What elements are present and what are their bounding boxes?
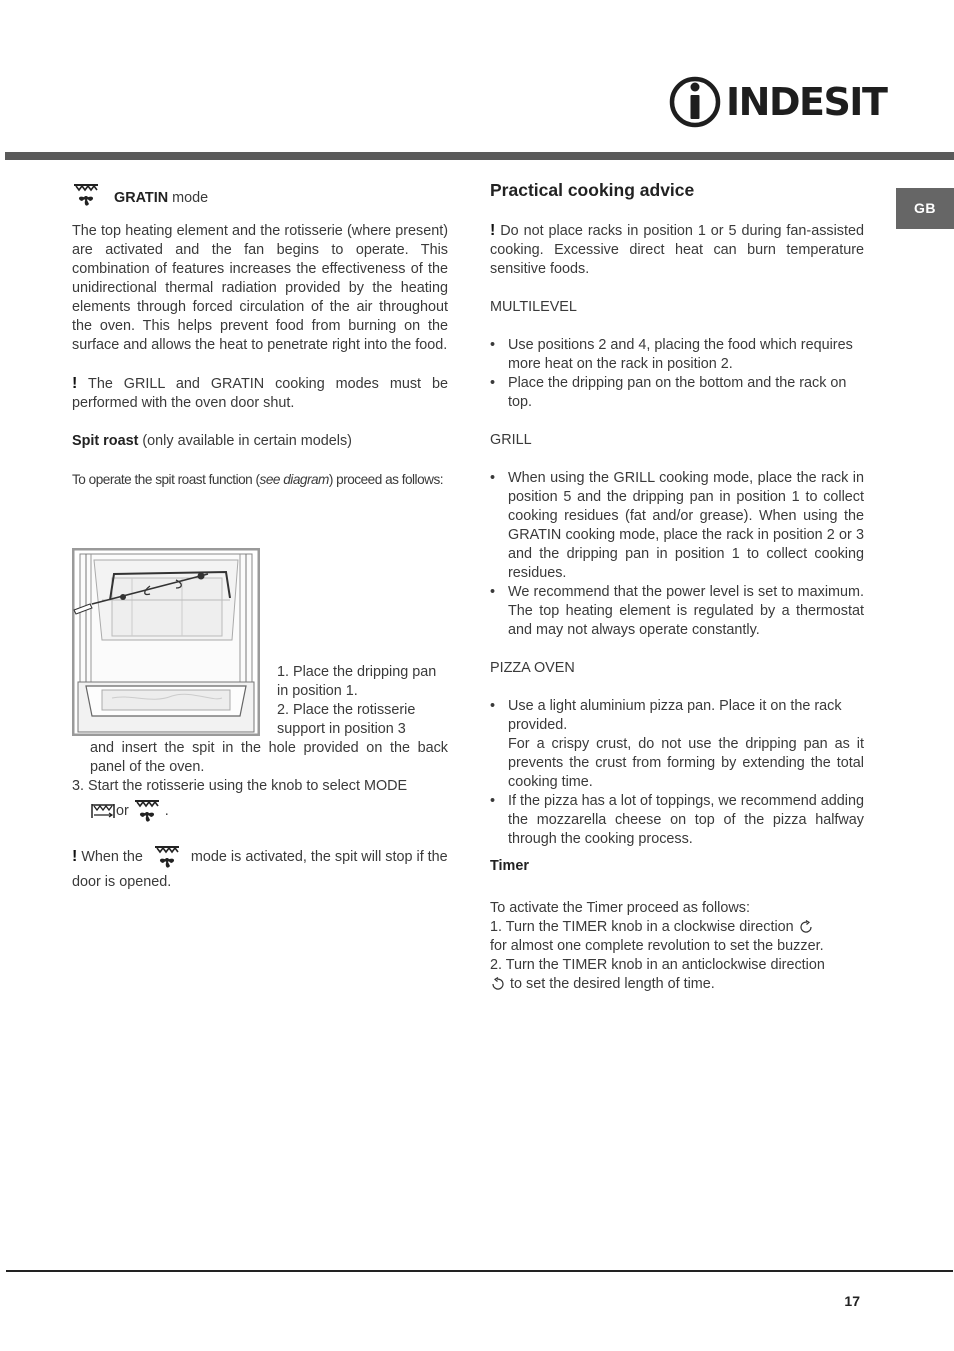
spit-roast-title: Spit roast (72, 433, 139, 449)
list-item: • When using the GRILL cooking mode, place the rack in position 5 and the dripping pan in position 1 to collect cooking residues (fat and/or grease). When using the GRATIN cooking mode, place the rack in position 2 or 3 and the dripping pan in position 1 to collect cooking residues. (490, 469, 864, 583)
timer-step-2 (490, 956, 864, 994)
spit-stop-text: mode is activated, the spit will stop if the door is opened. (72, 848, 448, 890)
gratin-fan-icon (72, 182, 100, 208)
warning-mark: ! (490, 222, 496, 239)
rotisserie-diagram (72, 548, 260, 736)
timer-step-1-cont: for almost one complete revolution to set the buzzer. (490, 938, 824, 954)
spit-stop-warning (72, 844, 448, 894)
indesit-logo (668, 74, 887, 130)
racks-warning (490, 221, 864, 279)
anticlockwise-icon (490, 976, 506, 992)
timer-step-2-text: 2. Turn the TIMER knob in an anticlockwise direction (490, 957, 825, 973)
list-item (490, 697, 864, 792)
grill-warning-text: The GRILL and GRATIN cooking modes must be performed with the oven door shut. (72, 376, 448, 411)
timer-step-1 (490, 918, 864, 956)
list-item: • If the pizza has a lot of toppings, we recommend adding the mozzarella cheese on top of the pizza halfway through the cooking process. (490, 792, 864, 849)
grill-title: GRILL (490, 432, 532, 448)
step-2-start: 2. Place the rotisserie support in position 3 (277, 702, 416, 737)
timer-title-text: Timer (490, 858, 529, 874)
multilevel-list (490, 336, 864, 412)
right-column (490, 178, 864, 994)
pizza-list (490, 697, 864, 849)
grill-warning (72, 374, 448, 413)
or-text: or (116, 802, 129, 819)
when-text: When the (77, 848, 143, 865)
page-number: 17 (844, 1293, 860, 1309)
period-text: . (164, 802, 169, 819)
warning-mark: ! (72, 847, 78, 865)
see-diagram-text: see diagram (259, 472, 329, 487)
brand-name: INDESIT (726, 80, 887, 124)
pizza-item-1-continued: For a crispy crust, do not use the dripping pan as it prevents the crust from forming by extending the total cooking time. (508, 736, 864, 790)
step-2-continued: and insert the spit in the hole provided on the back panel of the oven. (90, 740, 448, 775)
pizza-item-1: Use a light aluminium pizza pan. Place it on the rack provided. (508, 698, 842, 733)
gratin-mode-label: mode (168, 189, 209, 206)
racks-warning-text: Do not place racks in position 1 or 5 during fan-assisted cooking. Excessive direct heat can burn temperature sensitive foods. (490, 223, 864, 277)
mode-icons-line (72, 798, 448, 824)
steps-continued (72, 739, 448, 894)
list-item: • Use positions 2 and 4, placing the food which requires more heat on the rack in position 2. (490, 336, 864, 374)
gratin-heading (72, 188, 448, 208)
section-heading: Practical cooking advice (490, 180, 695, 200)
left-column (72, 188, 448, 489)
list-item: • We recommend that the power level is set to maximum. The top heating element is regulated by a thermostat and may not always operate constantly. (490, 583, 864, 640)
timer-intro: To activate the Timer proceed as follows: (490, 900, 750, 916)
multilevel-title: MULTILEVEL (490, 299, 577, 315)
grill-list (490, 469, 864, 640)
step-3: 3. Start the rotisserie using the knob to select MODE (72, 778, 408, 794)
timer-title (490, 857, 864, 876)
warning-mark: ! (72, 375, 78, 392)
steps-beside-diagram (277, 663, 447, 739)
pizza-oven-title: PIZZA OVEN (490, 660, 575, 676)
list-item: • Place the dripping pan on the bottom and the rack on top. (490, 374, 864, 412)
spit-roast-intro (72, 470, 448, 489)
oven-rotisserie-illustration (72, 548, 260, 736)
spit-intro-text: To operate the spit roast function ( (72, 472, 260, 487)
spit-intro-text-end: ) proceed as follows: (328, 472, 444, 487)
clockwise-icon (798, 919, 814, 935)
gratin-paragraph: The top heating element and the rotisserie (where present) are activated and the fan begins to operate. This combination of features increases the effectiveness of the unidirectional thermal radiation provided by the heating elements through forced circulation of the air throughout the oven. This helps prevent food from burning on the surface and allows the heat to penetrate right into the food. (72, 223, 448, 353)
step-1: 1. Place the dripping pan in position 1. (277, 664, 437, 699)
rotisserie-grill-icon (90, 801, 116, 821)
footer-rule (6, 1270, 953, 1272)
indesit-logo-icon (668, 74, 722, 128)
header-bar (5, 152, 954, 160)
timer-step-2-cont: to set the desired length of time. (506, 976, 715, 992)
language-tab: GB (896, 188, 954, 229)
gratin-fan-icon (133, 798, 161, 824)
timer-step-1-text: 1. Turn the TIMER knob in a clockwise direction (490, 919, 798, 935)
spit-roast-note: (only available in certain models) (138, 433, 352, 449)
spit-roast-heading (72, 432, 448, 451)
gratin-title: GRATIN (114, 189, 169, 206)
gratin-fan-icon (153, 844, 181, 870)
